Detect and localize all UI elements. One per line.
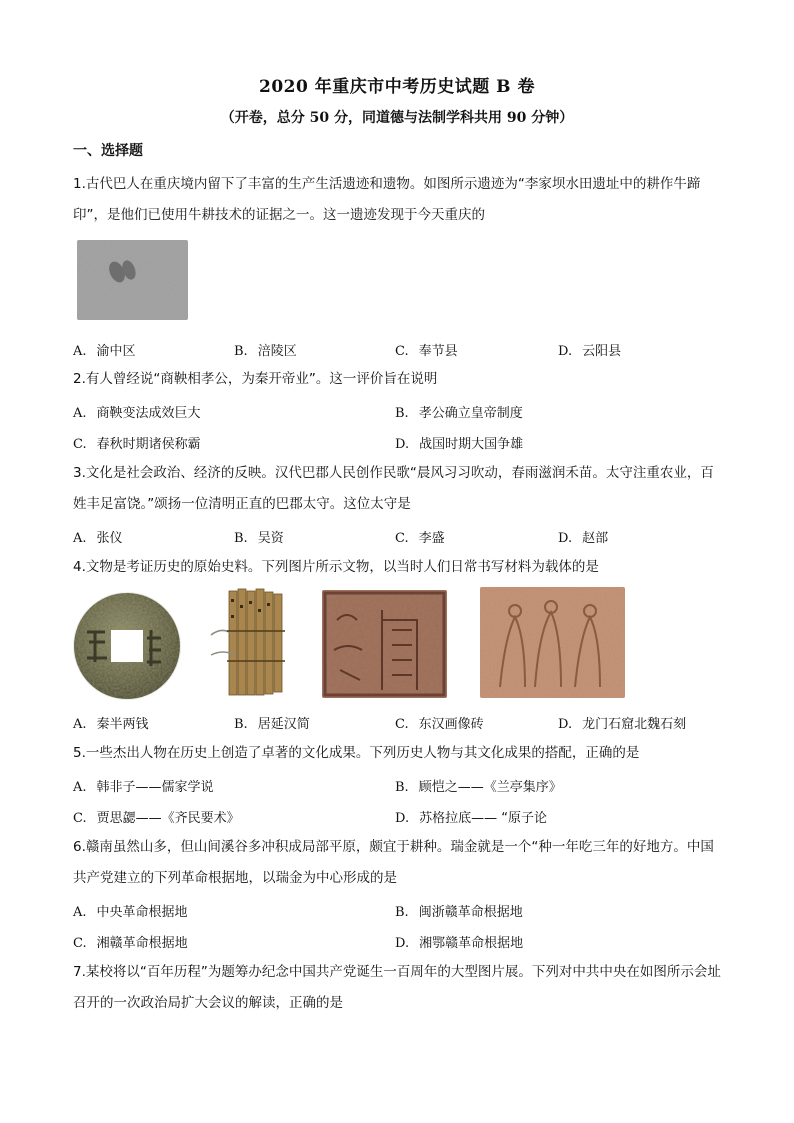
q3-option-c[interactable]: C. 李盛	[395, 531, 445, 546]
q3-option-a[interactable]: A. 张仪	[73, 531, 123, 546]
question-6-stem: 6.赣南虽然山多，但山间溪谷多冲积成局部平原，颇宜于耕种。瑞金就是一个“种一年吃三年的好地方。中国共产党建立的下列革命根据地，以瑞金为中心形成的是	[73, 839, 714, 886]
q6-option-c[interactable]: C. 湘赣革命根据地	[73, 936, 188, 951]
q4-option-c[interactable]: C. 东汉画像砖	[395, 717, 484, 732]
q5-option-d[interactable]: D. 苏格拉底—— “原子论	[395, 811, 547, 826]
brick-relief-photo	[322, 590, 447, 698]
question-7-stem: 7.某校将以“百年历程”为题筹办纪念中国共产党诞生一百周年的大型图片展。下列对中共中央在如图所示会址召开的一次政治局扩大会议的解读，正确的是	[73, 964, 721, 1011]
q4-option-d[interactable]: D. 龙门石窟北魏石刻	[558, 717, 687, 732]
page-title: 2020 年重庆市中考历史试题 B 卷	[259, 77, 535, 97]
hoofprint-photo	[77, 240, 188, 320]
q1-option-b[interactable]: B. 涪陵区	[234, 344, 297, 359]
q2-option-b[interactable]: B. 孝公确立皇帝制度	[395, 406, 523, 421]
q6-option-a[interactable]: A. 中央革命根据地	[73, 905, 188, 920]
q4-option-b[interactable]: B. 居延汉简	[234, 717, 310, 732]
q2-option-c[interactable]: C. 春秋时期诸侯称霸	[73, 437, 201, 452]
q5-option-b[interactable]: B. 顾恺之——《兰亭集序》	[395, 780, 562, 795]
q1-option-c[interactable]: C. 奉节县	[395, 344, 458, 359]
q1-option-a[interactable]: A. 渝中区	[73, 344, 136, 359]
bamboo-slips-photo	[205, 585, 285, 700]
question-3-stem: 3.文化是社会政治、经济的反映。汉代巴郡人民创作民歌“晨风习习吹动，春雨滋润禾苗。太守注重农业，百姓丰足富饶。”颂扬一位清明正直的巴郡太守。这位太守是	[73, 465, 714, 512]
question-5-stem: 5.一些杰出人物在历史上创造了卓著的文化成果。下列历史人物与其文化成果的搭配，正确的是	[73, 745, 640, 761]
q5-option-c[interactable]: C. 贾思勰——《齐民要术》	[73, 811, 240, 826]
q3-option-b[interactable]: B. 吴资	[234, 531, 284, 546]
q5-option-a[interactable]: A. 韩非子——儒家学说	[73, 780, 214, 795]
q1-option-d[interactable]: D. 云阳县	[558, 344, 622, 359]
stone-carving-photo	[480, 587, 625, 698]
q6-option-d[interactable]: D. 湘鄂赣革命根据地	[395, 936, 524, 951]
section-heading: 一、选择题	[73, 143, 143, 159]
question-1-stem: 1.古代巴人在重庆境内留下了丰富的生产生活遗迹和遗物。如图所示遗迹为“李家坝水田遗址中的耕作牛蹄印”，是他们已使用牛耕技术的证据之一。这一遗迹发现于今天重庆的	[73, 176, 701, 223]
page-subtitle: （开卷，总分 50 分，同道德与法制学科共用 90 分钟）	[220, 110, 574, 126]
coin-photo	[73, 592, 181, 700]
q3-option-d[interactable]: D. 赵部	[558, 531, 609, 546]
q2-option-a[interactable]: A. 商鞅变法成效巨大	[73, 406, 201, 421]
question-2-stem: 2.有人曾经说“商鞅相孝公，为秦开帝业”。这一评价旨在说明	[73, 371, 438, 387]
question-4-stem: 4.文物是考证历史的原始史料。下列图片所示文物，以当时人们日常书写材料为载体的是	[73, 559, 599, 575]
q4-option-a[interactable]: A. 秦半两钱	[73, 717, 149, 732]
q2-option-d[interactable]: D. 战国时期大国争雄	[395, 437, 524, 452]
q6-option-b[interactable]: B. 闽浙赣革命根据地	[395, 905, 523, 920]
